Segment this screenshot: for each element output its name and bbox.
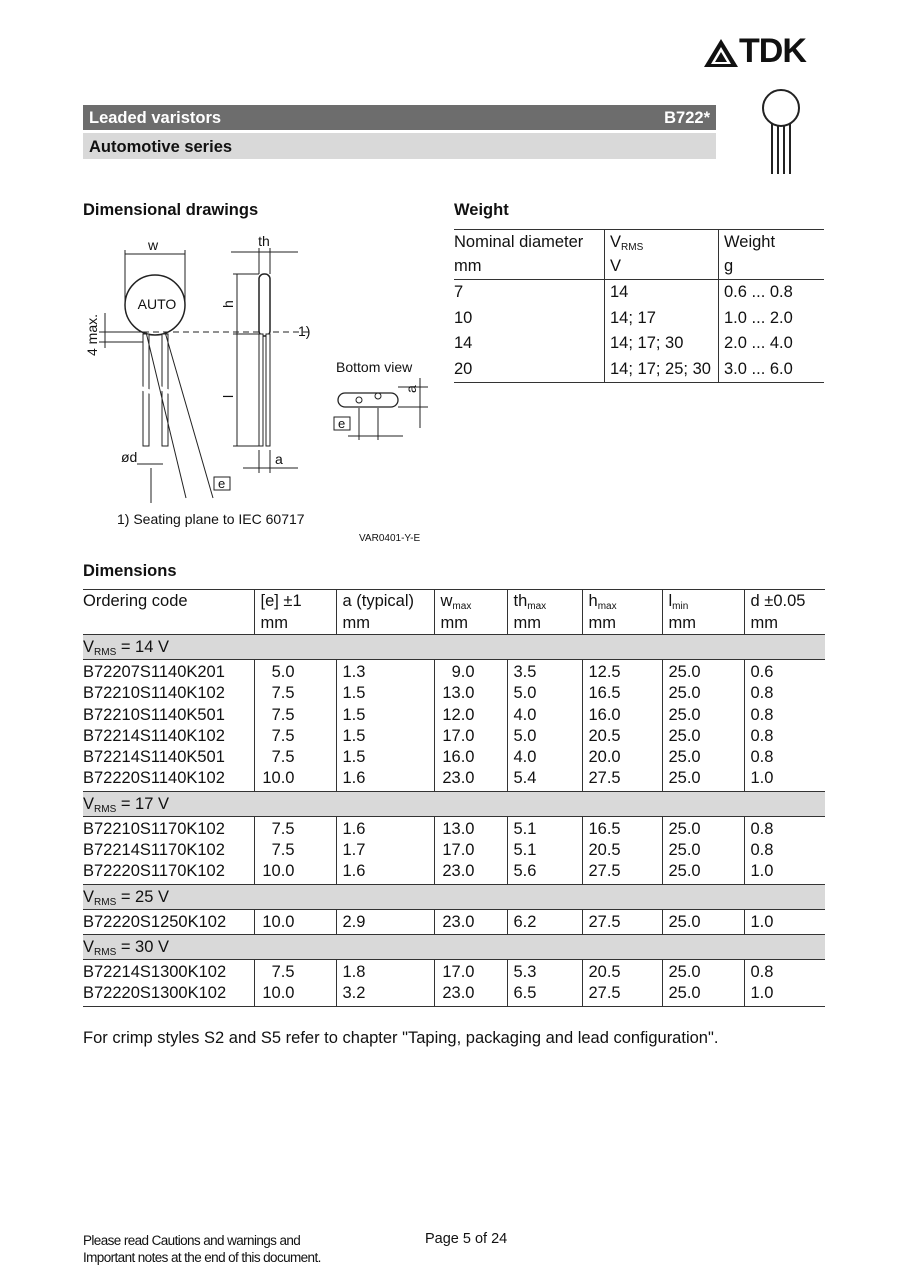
- dimensions-header-cell: [662, 590, 744, 635]
- dimensions-header-cell: [83, 590, 254, 635]
- dimension-number: 17.0: [442, 841, 475, 860]
- dimensions-header-label: h: [588, 592, 598, 610]
- dimension-number: 23.0: [442, 984, 475, 1003]
- dimension-number: 10.0: [262, 912, 295, 931]
- label-l: l: [220, 394, 236, 398]
- group-label-value: = 30 V: [116, 937, 169, 956]
- dimension-value: 0.6: [744, 660, 825, 684]
- dimensions-header-row: [83, 590, 825, 635]
- dimension-value: 16.0: [582, 705, 662, 726]
- dimension-value: 1.0: [744, 983, 825, 1006]
- ordering-code: B72210S1140K102: [83, 684, 225, 703]
- dimension-number: 7.5: [271, 748, 295, 767]
- dimensions-row: [83, 909, 825, 934]
- ordering-code: B72210S1170K102: [83, 819, 225, 838]
- dimension-value: [434, 768, 507, 791]
- tdk-logo-mark-icon: [703, 38, 739, 68]
- weight-body: [454, 280, 824, 383]
- voltage-group-label: [83, 934, 825, 959]
- dimension-value: 12.5: [582, 660, 662, 684]
- weight-cell: 3.0 ... 6.0: [719, 357, 825, 383]
- dimensions-header-label: Ordering code: [83, 592, 188, 610]
- weight-cell: 14; 17; 30: [605, 331, 719, 357]
- dimensions-header-sub: max: [597, 601, 617, 612]
- dimension-number: 17.0: [442, 962, 475, 981]
- dimensions-header-sub: max: [452, 601, 472, 612]
- weight-header-label: V: [610, 233, 622, 251]
- drawing-note: 1) Seating plane to IEC 60717: [117, 511, 305, 527]
- weight-cell: 0.6 ... 0.8: [719, 280, 825, 306]
- dimension-value: 0.8: [744, 747, 825, 768]
- dimension-value: [434, 909, 507, 934]
- dimension-value: 5.6: [507, 861, 582, 884]
- drawing-code: VAR0401-Y-E: [359, 533, 421, 544]
- dimension-number: 7.5: [271, 819, 295, 838]
- dimension-value: [254, 816, 336, 840]
- dimensions-row: [83, 861, 825, 884]
- group-label-sub: RMS: [94, 803, 117, 815]
- dimension-value: 1.0: [744, 768, 825, 791]
- dimension-value: [254, 861, 336, 884]
- weight-header-row: [454, 230, 824, 280]
- footer-caution-line: Important notes at the end of this document.: [83, 1250, 321, 1265]
- brand-name: TDK: [739, 32, 806, 70]
- dimension-value: 2.9: [336, 909, 434, 934]
- dimension-value: [434, 840, 507, 861]
- label-auto: AUTO: [137, 296, 177, 312]
- dimension-value: 16.5: [582, 816, 662, 840]
- dimension-value: 1.3: [336, 660, 434, 684]
- weight-cell: 20: [454, 359, 473, 378]
- group-label-symbol: V: [83, 794, 95, 813]
- dimensions-header-label: d ±0.05: [750, 592, 806, 610]
- weight-cell: 7: [454, 283, 464, 301]
- voltage-group-row: [83, 791, 825, 816]
- weight-header-weight: [719, 230, 825, 280]
- dimension-value: 25.0: [662, 705, 744, 726]
- dimensions-header-cell: [336, 590, 434, 635]
- dimensions-row: [83, 705, 825, 726]
- dimension-value: 25.0: [662, 816, 744, 840]
- ordering-code: B72210S1140K501: [83, 705, 225, 724]
- dimensions-header-cell: [507, 590, 582, 635]
- dimension-number: 13.0: [442, 819, 475, 838]
- dimension-value: 25.0: [662, 959, 744, 983]
- dimension-number: 23.0: [442, 862, 475, 881]
- dimension-value: 5.0: [507, 683, 582, 704]
- dimension-value: 4.0: [507, 747, 582, 768]
- dimension-value: 25.0: [662, 683, 744, 704]
- dimension-value: 16.5: [582, 683, 662, 704]
- dimension-number: 7.5: [271, 705, 295, 724]
- dimension-value: 27.5: [582, 909, 662, 934]
- group-label-value: = 17 V: [116, 794, 169, 813]
- label-bottom-view: Bottom view: [336, 359, 413, 375]
- varistor-icon: [755, 86, 815, 178]
- label-note-1: 1): [298, 323, 311, 339]
- voltage-group-label: [83, 635, 825, 660]
- label-e-bottom: e: [338, 416, 346, 431]
- ordering-code: B72207S1140K201: [83, 663, 225, 681]
- dimension-value: 1.5: [336, 705, 434, 726]
- footer-caution: [83, 1232, 321, 1266]
- group-label-value: = 14 V: [116, 638, 169, 656]
- dimension-value: 0.8: [744, 959, 825, 983]
- dimensions-row: [83, 660, 825, 684]
- voltage-group-row: [83, 635, 825, 660]
- dimensions-header-unit: mm: [668, 614, 696, 632]
- dimension-value: 1.5: [336, 726, 434, 747]
- dimension-value: 3.2: [336, 983, 434, 1006]
- dimension-value: 0.8: [744, 683, 825, 704]
- footer-caution-line: Please read Cautions and warnings and: [83, 1233, 301, 1248]
- dimensions-header-unit: mm: [513, 614, 541, 632]
- dimensions-header-cell: [582, 590, 662, 635]
- dimensions-header-label: th: [513, 592, 528, 610]
- ordering-code: B72214S1170K102: [83, 841, 225, 860]
- dimension-value: [434, 726, 507, 747]
- dimension-value: 25.0: [662, 983, 744, 1006]
- dimension-number: 13.0: [442, 684, 475, 703]
- dimensions-header-sub: min: [672, 601, 689, 612]
- ordering-code: B72214S1300K102: [83, 962, 227, 981]
- dimension-value: 20.0: [582, 747, 662, 768]
- dimensions-row: [83, 959, 825, 983]
- header-part: B722*: [664, 109, 710, 127]
- dimension-value: 1.6: [336, 768, 434, 791]
- label-e-front: e: [218, 476, 226, 491]
- weight-cell: 10: [454, 308, 473, 327]
- weight-table: [454, 229, 824, 383]
- dimension-value: 5.3: [507, 959, 582, 983]
- dimensional-drawing: [83, 228, 433, 548]
- group-label-symbol: V: [83, 887, 95, 906]
- dimensions-table: [83, 589, 825, 1007]
- dimension-value: [254, 726, 336, 747]
- weight-row: [454, 306, 824, 332]
- dimension-value: 25.0: [662, 660, 744, 684]
- dimension-number: 10.0: [262, 984, 295, 1003]
- weight-cell: 14; 17; 25; 30: [605, 357, 719, 383]
- dimensions-row: [83, 747, 825, 768]
- ordering-code: B72214S1140K501: [83, 748, 225, 767]
- label-h: h: [220, 300, 236, 308]
- label-a: a: [275, 451, 283, 467]
- dimensions-row: [83, 840, 825, 861]
- label-w: w: [147, 237, 159, 253]
- page-number: Page 5 of 24: [425, 1231, 508, 1247]
- dimensions-header-cell: [254, 590, 336, 635]
- dimension-value: 25.0: [662, 726, 744, 747]
- dimension-value: 1.8: [336, 959, 434, 983]
- dimension-value: 1.5: [336, 747, 434, 768]
- dimension-value: 20.5: [582, 840, 662, 861]
- weight-cell: 14; 17: [605, 306, 719, 332]
- dimension-value: [254, 959, 336, 983]
- dimensions-header-unit: mm: [260, 614, 288, 632]
- dimensions-header-label: l: [668, 592, 673, 610]
- dimension-value: [434, 660, 507, 684]
- dimension-value: 1.0: [744, 909, 825, 934]
- weight-header-unit: mm: [454, 256, 482, 275]
- weight-row: [454, 357, 824, 383]
- dimensions-row: [83, 683, 825, 704]
- dimension-value: 3.5: [507, 660, 582, 684]
- dimension-value: [254, 683, 336, 704]
- weight-row: [454, 280, 824, 306]
- subheader-bar: [83, 133, 716, 159]
- label-a-bottom: a: [403, 385, 419, 393]
- weight-cell: 1.0 ... 2.0: [719, 306, 825, 332]
- group-label-sub: RMS: [94, 647, 117, 658]
- dimension-value: [434, 959, 507, 983]
- header-subtitle: Automotive series: [89, 138, 233, 156]
- label-4max: 4 max.: [84, 313, 100, 356]
- crimp-note: For crimp styles S2 and S5 refer to chapter "Taping, packaging and lead configuration".: [83, 1029, 719, 1047]
- weight-cell: 14: [605, 280, 719, 306]
- group-label-symbol: V: [83, 638, 95, 656]
- dimensions-row: [83, 726, 825, 747]
- dimensions-header-unit: mm: [440, 614, 468, 632]
- dimension-value: 27.5: [582, 983, 662, 1006]
- ordering-code: B72220S1300K102: [83, 984, 227, 1003]
- dimension-number: 17.0: [442, 726, 475, 745]
- dimension-value: 0.8: [744, 816, 825, 840]
- dimensions-title: Dimensions: [83, 562, 177, 580]
- dimension-number: 9.0: [451, 663, 475, 681]
- dimension-number: 7.5: [271, 684, 295, 703]
- dimension-value: [254, 983, 336, 1006]
- group-label-symbol: V: [83, 937, 95, 956]
- dimension-value: 5.1: [507, 840, 582, 861]
- dimension-value: [254, 660, 336, 684]
- dimension-value: 1.6: [336, 816, 434, 840]
- dimension-number: 7.5: [271, 841, 295, 860]
- dimension-value: 6.2: [507, 909, 582, 934]
- dimension-number: 7.5: [271, 962, 295, 981]
- dimension-value: [434, 983, 507, 1006]
- dimension-value: 20.5: [582, 959, 662, 983]
- dimension-number: 16.0: [442, 748, 475, 767]
- ordering-code: B72220S1170K102: [83, 862, 225, 881]
- weight-header-label: Nominal diameter: [454, 233, 584, 251]
- label-od: ød: [121, 449, 138, 465]
- weight-cell: 2.0 ... 4.0: [719, 331, 825, 357]
- dimension-value: 1.0: [744, 861, 825, 884]
- dimension-value: 5.0: [507, 726, 582, 747]
- header-title: Leaded varistors: [89, 109, 222, 127]
- dimension-value: 6.5: [507, 983, 582, 1006]
- weight-header-diameter: [454, 230, 605, 280]
- group-label-sub: RMS: [94, 946, 117, 958]
- dimension-value: [254, 840, 336, 861]
- ordering-code: B72220S1250K102: [83, 912, 227, 931]
- dimension-value: 25.0: [662, 747, 744, 768]
- drawings-title: Dimensional drawings: [83, 201, 259, 219]
- dimension-number: 10.0: [262, 862, 295, 881]
- dimensions-row: [83, 768, 825, 791]
- dimensions-row: [83, 816, 825, 840]
- dimension-number: 12.0: [442, 705, 475, 724]
- weight-row: [454, 331, 824, 357]
- ordering-code: B72220S1140K102: [83, 769, 225, 788]
- dimension-value: 20.5: [582, 726, 662, 747]
- weight-header-vrms: [605, 230, 719, 280]
- dimension-value: 25.0: [662, 909, 744, 934]
- dimension-value: 1.5: [336, 683, 434, 704]
- dimensions-header-label: a (typical): [342, 592, 415, 610]
- dimension-value: 1.7: [336, 840, 434, 861]
- weight-title: Weight: [454, 201, 509, 219]
- weight-header-sub: RMS: [621, 242, 644, 253]
- weight-header-unit: V: [610, 256, 622, 275]
- dimensions-header-cell: [744, 590, 825, 635]
- dimensions-header-cell: [434, 590, 507, 635]
- dimension-value: 0.8: [744, 726, 825, 747]
- dimensions-header-unit: mm: [342, 614, 370, 632]
- dimensions-row: [83, 983, 825, 1006]
- dimensions-header-unit: mm: [588, 614, 616, 632]
- dimension-number: 23.0: [442, 769, 475, 788]
- dimension-value: 4.0: [507, 705, 582, 726]
- label-th: th: [258, 233, 270, 249]
- dimension-value: [434, 747, 507, 768]
- header-bar: [83, 105, 716, 130]
- dimension-number: 5.0: [271, 663, 295, 681]
- dimension-value: 25.0: [662, 861, 744, 884]
- dimension-number: 7.5: [271, 726, 295, 745]
- voltage-group-row: [83, 934, 825, 959]
- dimension-value: 25.0: [662, 840, 744, 861]
- voltage-group-label: [83, 791, 825, 816]
- dimension-value: 0.8: [744, 705, 825, 726]
- weight-header-unit: g: [724, 256, 734, 275]
- dimension-value: [434, 683, 507, 704]
- weight-header-label: Weight: [724, 233, 776, 251]
- group-label-sub: RMS: [94, 896, 117, 908]
- weight-cell: 14: [454, 334, 473, 352]
- dimension-value: 5.1: [507, 816, 582, 840]
- dimension-value: 27.5: [582, 768, 662, 791]
- dimension-value: [434, 816, 507, 840]
- dimensions-header-label: [e] ±1: [260, 592, 302, 610]
- dimensions-header-label: w: [440, 592, 453, 610]
- dimension-value: [254, 747, 336, 768]
- tdk-logo: [703, 32, 827, 70]
- dimension-value: 25.0: [662, 768, 744, 791]
- dimension-value: [254, 768, 336, 791]
- dimension-value: [254, 705, 336, 726]
- dimension-value: 5.4: [507, 768, 582, 791]
- dimensions-header-unit: mm: [750, 614, 778, 632]
- voltage-group-row: [83, 884, 825, 909]
- voltage-group-label: [83, 884, 825, 909]
- ordering-code: B72214S1140K102: [83, 726, 225, 745]
- dimensions-header-sub: max: [527, 601, 547, 612]
- dimensions-body: [83, 590, 825, 1007]
- dimension-value: [434, 705, 507, 726]
- dimension-number: 23.0: [442, 912, 475, 931]
- dimension-number: 10.0: [262, 769, 295, 788]
- dimension-value: 1.6: [336, 861, 434, 884]
- dimension-value: 27.5: [582, 861, 662, 884]
- dimension-value: 0.8: [744, 840, 825, 861]
- dimension-value: [434, 861, 507, 884]
- group-label-value: = 25 V: [116, 887, 169, 906]
- dimension-value: [254, 909, 336, 934]
